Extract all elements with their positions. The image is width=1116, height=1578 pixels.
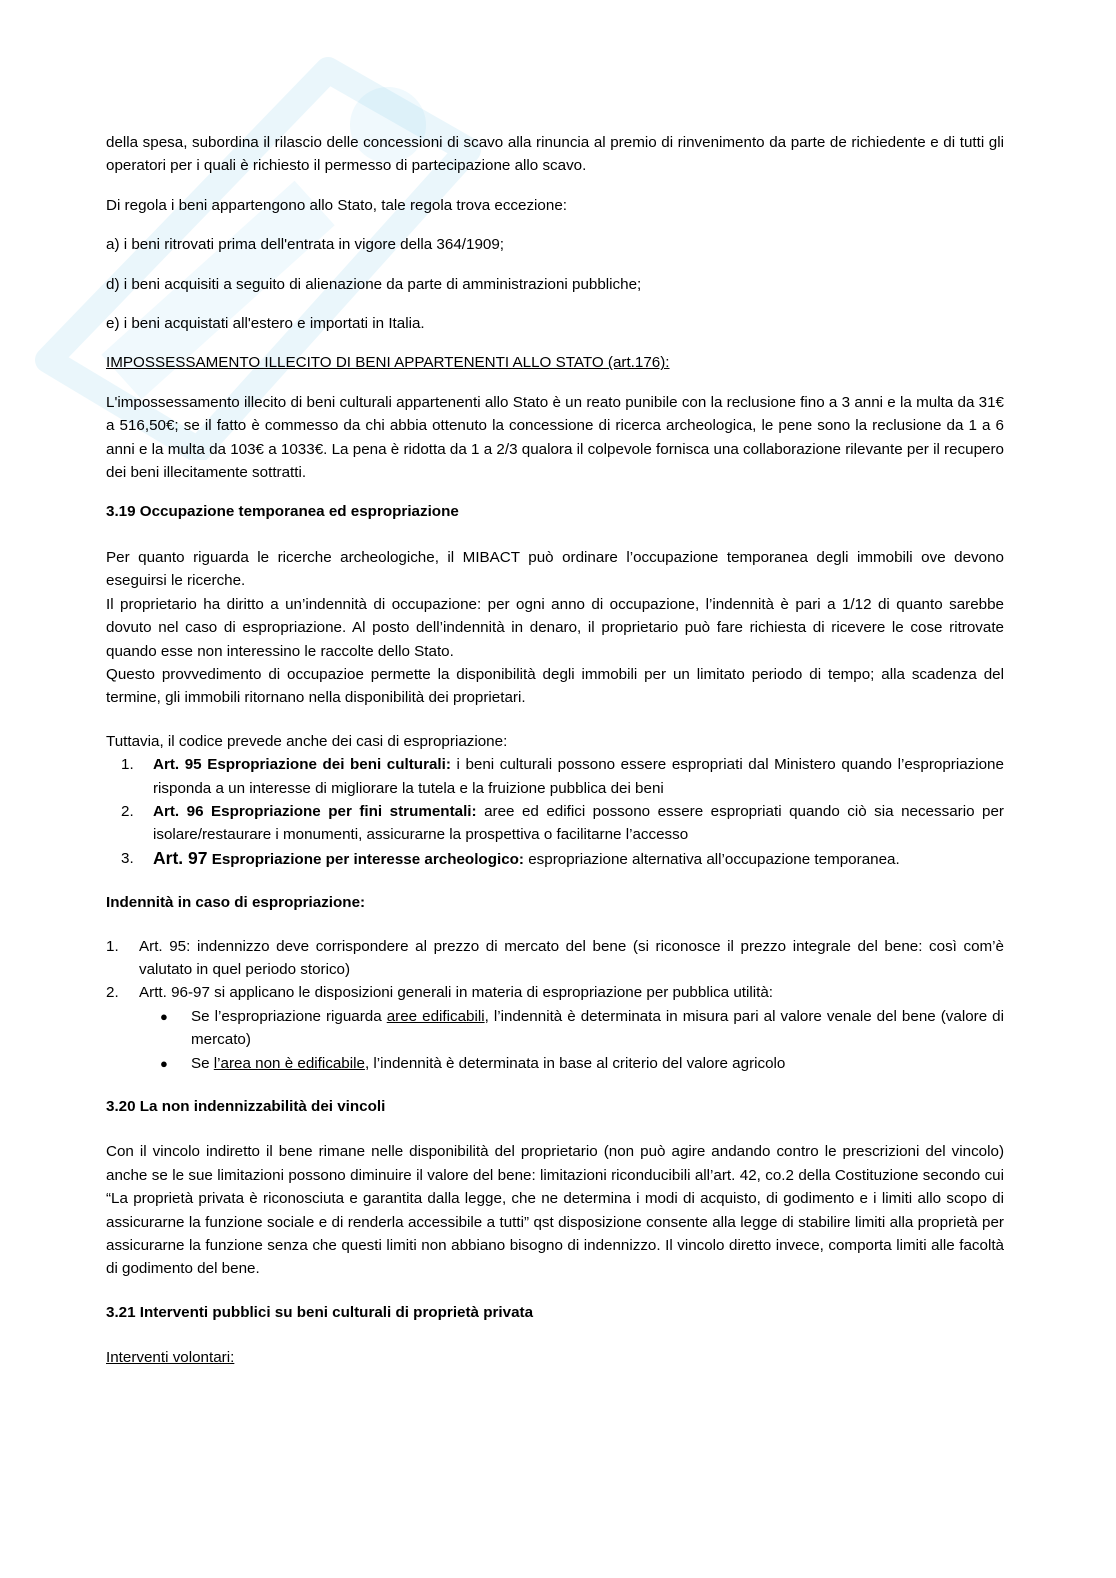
article-title: Espropriazione per interesse archeologico: (211, 850, 524, 868)
article-ref: Art. 96 (153, 802, 204, 820)
article-ref: Art. 97 (153, 847, 208, 868)
list-number: 2. (121, 802, 134, 820)
underlined-term: aree edificabili (386, 1007, 485, 1025)
paragraph: Con il vincolo indiretto il bene rimane nelle disponibilità del proprietario (non può agire andando contro le prescrizioni del vincolo) anche se le sue limitazioni possono diminuire il valore del bene: limitazioni riconducibili all’art. 42, co.2 della Costituzione secondo cui “La proprietà privata è riconosciuta e garantita dalla legge, che ne determina i modi di acquisto, di godimento e i limiti allo scopo di assicurarne la funzione sociale e di renderla accessibile a tutti” qst disposizione consente alla legge di stabilire limiti alla proprietà per assicurarne la funzione senza che questi limiti non abbiano bisogno di indennizzo. Il vincolo diretto invece, comporta limiti alle facoltà di godimento del bene. (106, 1143, 1004, 1278)
list-item: d) i beni acquisiti a seguito di alienazione da parte di amministrazioni pubbliche; (106, 275, 642, 293)
document-body (106, 131, 1004, 1370)
bullet-item (106, 1005, 1004, 1052)
paragraph: Il proprietario ha diritto a un’indennità di occupazione: per ogni anno di occupazione, l’indennità è pari a 1/12 di quanto sarebbe dovuto nel caso di espropriazione. Al posto dell’indennità in denaro, il proprietario può fare richiesta di ricevere le cose ritrovate quando esse non interessino le raccolte dello Stato. (106, 595, 1004, 660)
bullet-item (106, 1052, 1004, 1075)
paragraph: Per quanto riguarda le ricerche archeologiche, il MIBACT può ordinare l’occupazione temporanea degli immobili ove devono eseguirsi le ricerche. (106, 548, 1004, 590)
expropriation-list (106, 753, 1004, 871)
list-text: Art. 95: indennizzo deve corrispondere al prezzo di mercato del bene (si riconosce il prezzo integrale del bene: così com’è valutato in quel periodo storico) (139, 937, 1004, 978)
list-item: a) i beni ritrovati prima dell'entrata in vigore della 364/1909; (106, 236, 504, 254)
paragraph: Di regola i beni appartengono allo Stato, tale regola trova eccezione: (106, 196, 567, 214)
list-text: Artt. 96-97 si applicano le disposizioni generali in materia di espropriazione per pubblica utilità: (139, 984, 774, 1002)
bullet-text-post: , l’indennità è determinata in misura pari al valore venale del bene (valore di mercato) (191, 1007, 1004, 1049)
section-heading: 3.19 Occupazione temporanea ed espropriazione (106, 503, 459, 521)
list-item (106, 981, 1004, 1004)
bullet-icon: ● (160, 1008, 168, 1024)
section-heading: 3.20 La non indennizzabilità dei vincoli (106, 1098, 386, 1115)
indemnity-list (106, 935, 1004, 1005)
article-text: i beni culturali possono essere espropriati dal Ministero quando l’espropriazione risponda a un interesse di migliorare la tutela e la fruizione pubblica dei beni (153, 756, 1004, 797)
list-item (106, 753, 1004, 800)
section-heading: IMPOSSESSAMENTO ILLECITO DI BENI APPARTENENTI ALLO STATO (art.176): (106, 354, 670, 372)
article-title: Espropriazione dei beni culturali: (207, 756, 451, 774)
bullet-text-pre: Se (191, 1054, 214, 1072)
list-number: 1. (106, 937, 119, 955)
subheading: Interventi volontari: (106, 1349, 235, 1367)
list-item: e) i beni acquistati all'estero e importati in Italia. (106, 315, 425, 333)
paragraph: Tuttavia, il codice prevede anche dei casi di espropriazione: (106, 732, 508, 750)
section-heading: 3.21 Interventi pubblici su beni culturali di proprietà privata (106, 1303, 534, 1321)
list-item (106, 800, 1004, 847)
article-text: espropriazione alternativa all’occupazione temporanea. (528, 850, 900, 868)
list-item (106, 935, 1004, 982)
paragraph: L'impossessamento illecito di beni culturali appartenenti allo Stato è un reato punibile con la reclusione fino a 3 anni e la multa da 31€ a 516,50€; se il fatto è commesso da chi abbia ottenuto la concessione di ricerca archeologica, le pene sono la reclusione da 1 a 6 anni e la multa da 103€ a 1033€. La pena è ridotta da 1 a 2/3 qualora il colpevole fornisca una collaborazione rilevante per il recupero dei beni illecitamente sottratti. (106, 393, 1004, 482)
paragraph: della spesa, subordina il rilascio delle concessioni di scavo alla rinuncia al premio di rinvenimento da parte de richiedente e di tutti gli operatori per i quali è richiesto il permesso di partecipazione allo scavo. (106, 134, 1004, 175)
list-item (106, 847, 1004, 871)
article-ref: Art. 95 (153, 756, 202, 774)
list-number: 1. (121, 756, 134, 774)
article-title: Espropriazione per fini strumentali: (211, 802, 477, 820)
paragraph: Questo provvedimento di occupazioe permette la disponibilità degli immobili per un limitato periodo di tempo; alla scadenza del termine, gli immobili ritornano nella disponibilità dei proprietari. (106, 665, 1004, 707)
bullet-text-post: , l’indennità è determinata in base al criterio del valore agricolo (364, 1054, 786, 1072)
list-number: 3. (121, 849, 134, 867)
section-heading: Indennità in caso di espropriazione: (106, 894, 366, 912)
underlined-term: l’area non è edificabile (213, 1054, 365, 1072)
bullet-icon: ● (160, 1055, 168, 1071)
bullet-text-pre: Se l’espropriazione riguarda (191, 1007, 387, 1025)
list-number: 2. (106, 984, 119, 1002)
indemnity-bullets (106, 1005, 1004, 1075)
article-text: aree ed edifici possono essere espropriati quando ciò sia necessario per isolare/restaurare i monumenti, assicurarne la prospettiva o facilitarne l’accesso (153, 802, 1004, 844)
